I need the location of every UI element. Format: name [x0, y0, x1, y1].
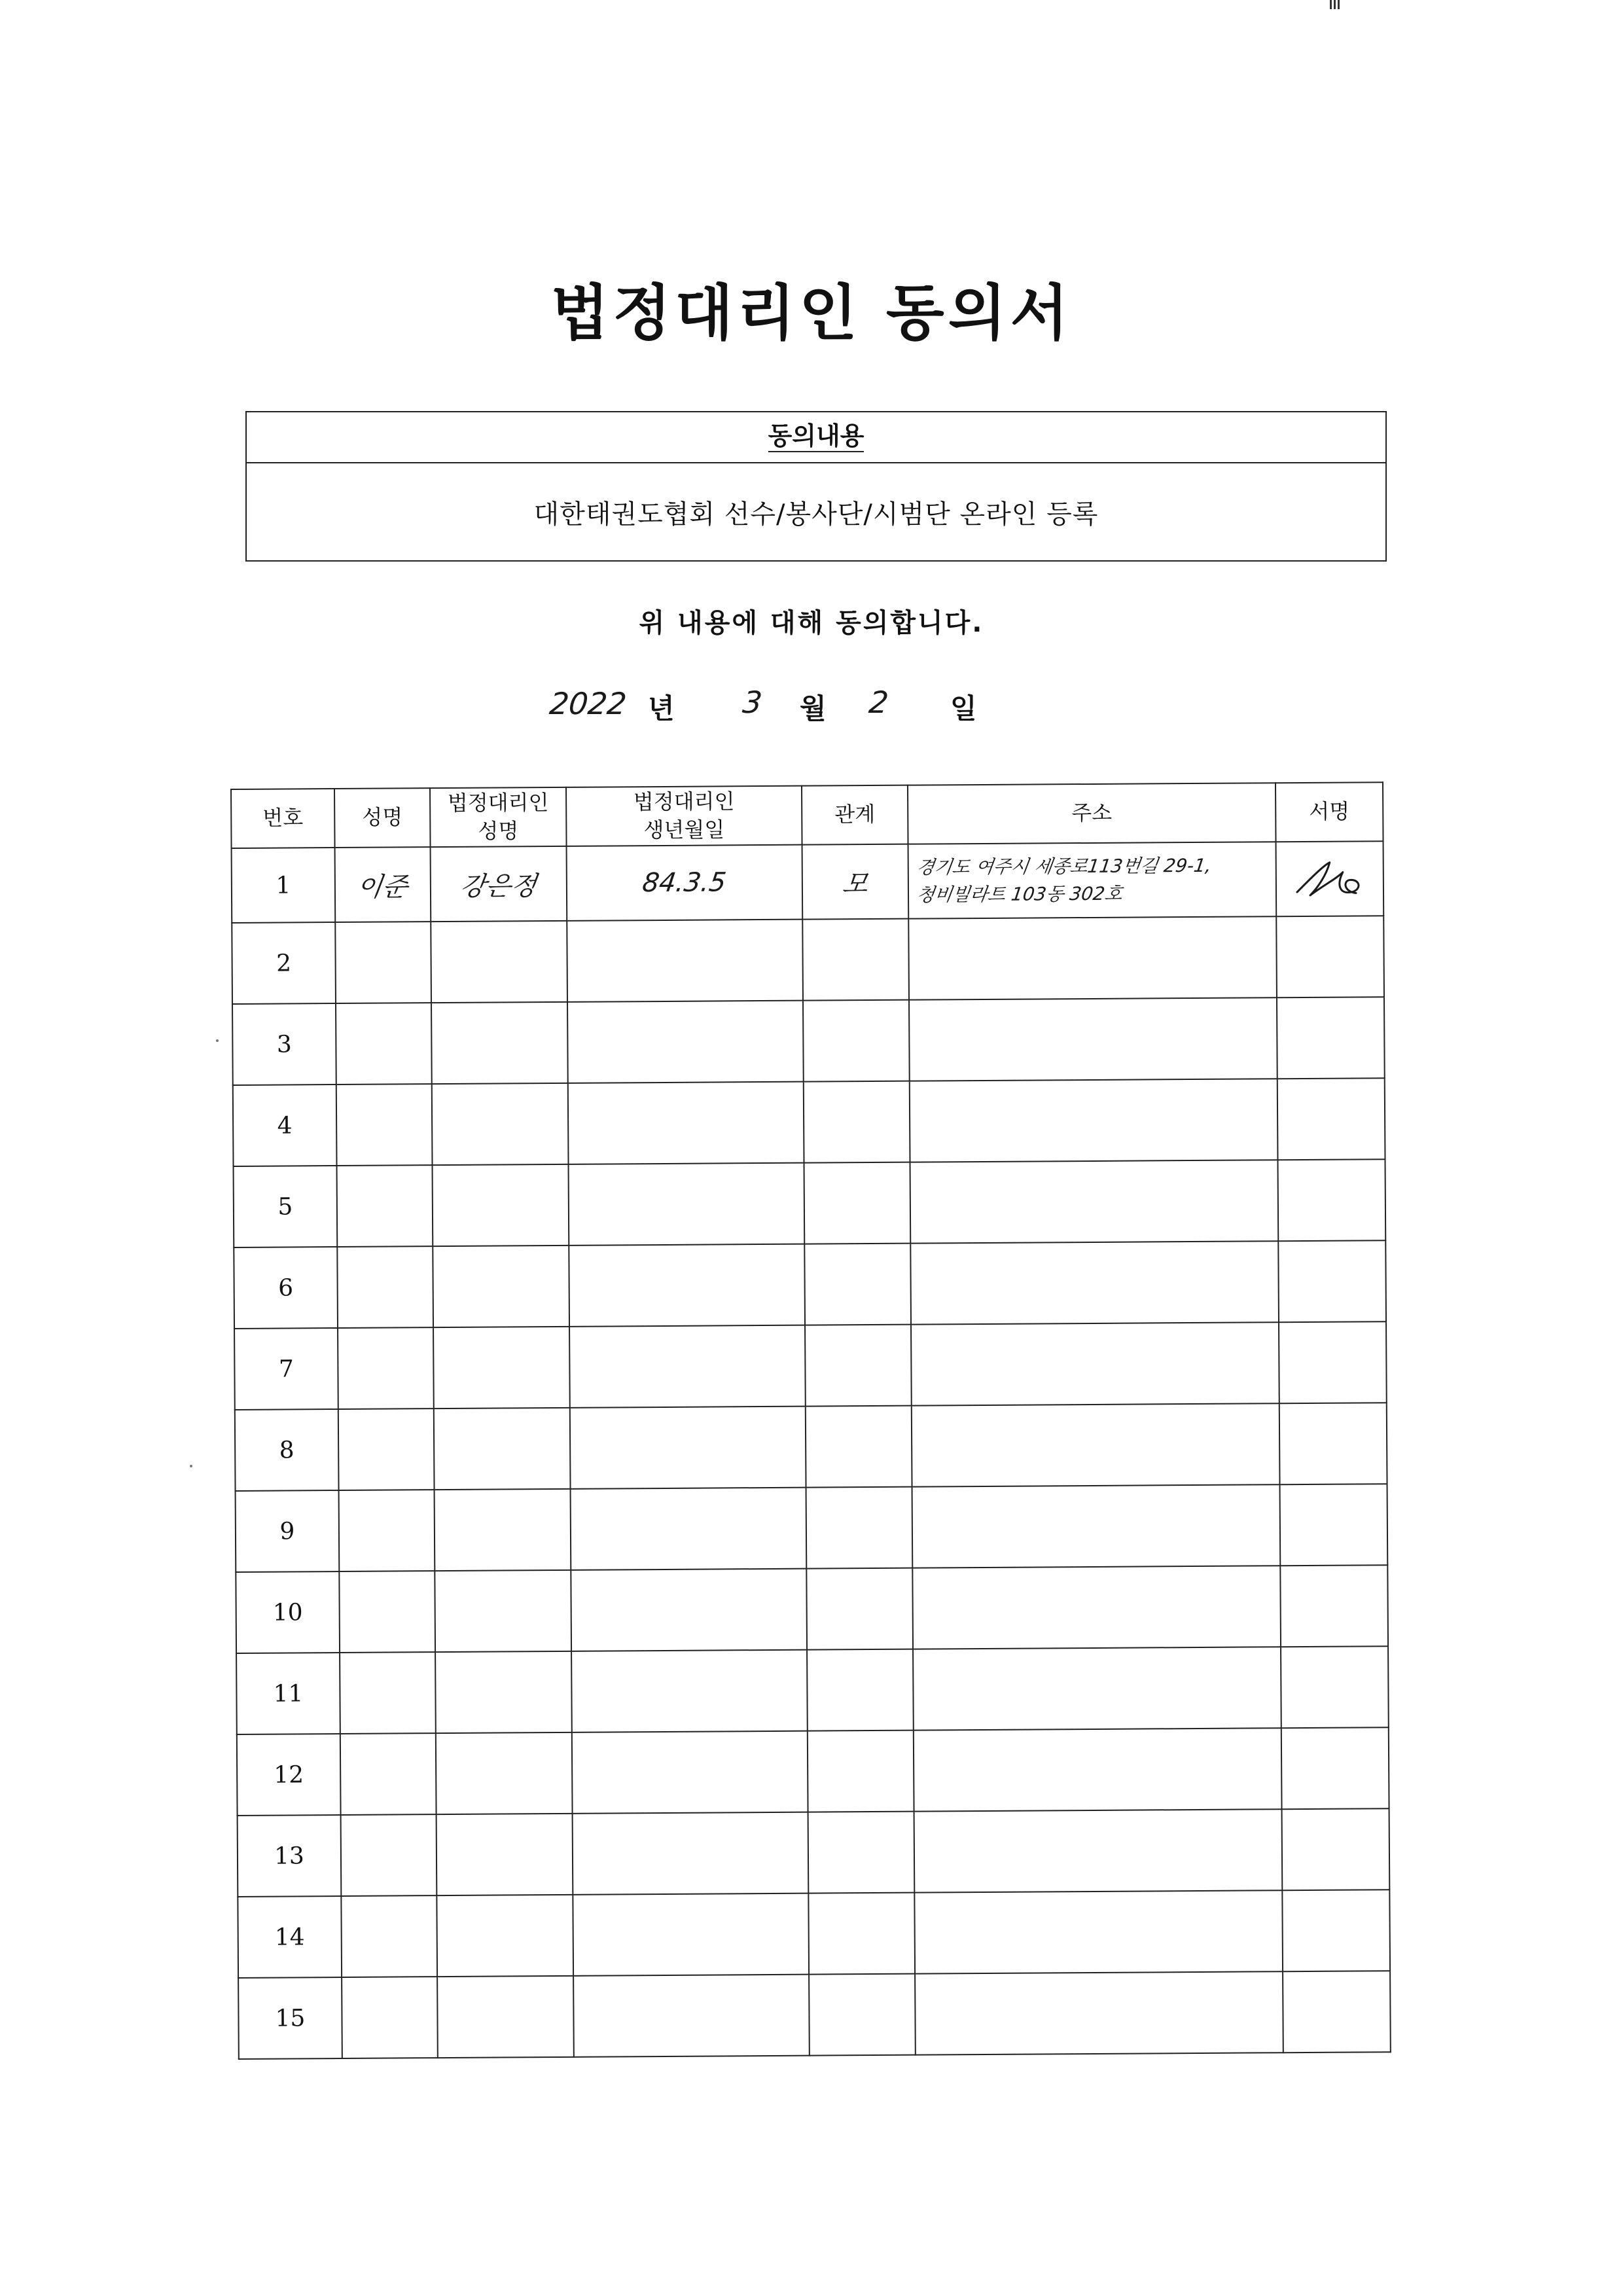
row-address [914, 1890, 1283, 1973]
row-address [913, 1647, 1281, 1730]
table-row [234, 1321, 1387, 1410]
scan-speck [190, 1465, 192, 1467]
date-day-value: 2 [867, 685, 891, 720]
row-relation [806, 1406, 912, 1488]
row-guardian-name [435, 1651, 572, 1733]
row-address [915, 1971, 1283, 2054]
row-guardian-name [436, 1732, 573, 1814]
row-guardian-birth [571, 1569, 807, 1651]
row-name [338, 1327, 434, 1409]
row-signature [1281, 1727, 1389, 1809]
row-relation [808, 1893, 915, 1975]
row-signature [1276, 916, 1384, 997]
row-address [908, 842, 1277, 918]
row-relation [804, 1244, 911, 1325]
row-guardian-name [431, 1002, 568, 1084]
consent-content-header [247, 412, 1385, 463]
row-signature [1276, 841, 1384, 916]
row-guardian-name-handwritten: 강은정 [458, 870, 539, 902]
header-name: 성명 [334, 788, 431, 848]
row-address [912, 1484, 1281, 1568]
header-address: 주소 [908, 783, 1276, 844]
row-name [336, 1084, 433, 1166]
table-row [236, 1565, 1388, 1653]
table-row [237, 1727, 1389, 1816]
date-month-value: 3 [741, 685, 764, 720]
row-guardian-birth [567, 920, 803, 1002]
row-guardian-name [431, 921, 567, 1003]
row-signature [1280, 1484, 1388, 1566]
table-row [238, 1971, 1391, 2059]
row-number: 4 [233, 1085, 337, 1166]
row-guardian-name [435, 1570, 571, 1652]
row-relation [802, 919, 909, 1001]
header-number: 번호 [231, 789, 335, 848]
guardian-table [230, 781, 1391, 2060]
table-row [236, 1484, 1388, 1572]
row-guardian-birth [573, 1812, 809, 1895]
table-row [234, 1159, 1386, 1247]
row-guardian-name [437, 1976, 574, 2058]
row-signature [1280, 1565, 1388, 1647]
row-guardian-birth [568, 1082, 804, 1164]
row-address-line1: 경기도 여주시 세종로113번길 29-1, [915, 854, 1213, 878]
row-signature [1279, 1403, 1387, 1484]
row-signature [1277, 997, 1385, 1079]
row-signature [1282, 1890, 1390, 1971]
row-number: 10 [236, 1571, 340, 1653]
row-guardian-birth [570, 1407, 806, 1489]
row-guardian-name [431, 846, 567, 922]
row-number: 2 [232, 922, 336, 1004]
row-name [338, 1408, 435, 1490]
row-address [911, 1322, 1279, 1405]
row-guardian-name [433, 1327, 570, 1408]
row-relation [802, 844, 909, 920]
row-relation-handwritten: 모 [840, 869, 870, 899]
row-address [909, 997, 1277, 1081]
row-name [336, 1003, 432, 1085]
row-guardian-name [437, 1895, 573, 1977]
table-row [238, 1890, 1390, 1978]
row-number: 13 [238, 1815, 342, 1897]
row-name [337, 1165, 433, 1247]
row-guardian-birth [567, 1001, 804, 1083]
date-year-label: 년 [648, 692, 675, 725]
row-relation [804, 1081, 910, 1163]
row-number: 9 [236, 1490, 340, 1572]
row-number: 1 [232, 848, 336, 923]
row-name [340, 1652, 436, 1734]
row-name [335, 847, 431, 922]
row-number: 6 [234, 1247, 338, 1329]
row-signature [1277, 1159, 1385, 1241]
agreement-statement: 위 내용에 대해 동의합니다. [639, 608, 984, 638]
table-row [232, 916, 1384, 1004]
row-guardian-name [437, 1814, 573, 1895]
scan-artifact [1330, 0, 1342, 9]
header-relation: 관계 [802, 785, 908, 845]
row-address [910, 1160, 1279, 1243]
row-address [910, 1241, 1279, 1324]
row-signature [1283, 1971, 1391, 2053]
row-guardian-birth [573, 1893, 809, 1976]
table-header-row [231, 782, 1383, 848]
date-day-label: 일 [950, 692, 977, 725]
table-row [232, 997, 1385, 1085]
table-row [235, 1403, 1387, 1491]
row-relation [808, 1731, 914, 1812]
row-guardian-birth [571, 1650, 808, 1732]
row-name [335, 922, 431, 1003]
row-name [342, 1977, 438, 2058]
header-signature: 서명 [1275, 782, 1383, 842]
row-guardian-birth [569, 1325, 806, 1408]
row-number: 8 [235, 1409, 339, 1491]
consent-content-header-label: 동의내용 [768, 422, 865, 452]
row-number: 3 [232, 1003, 336, 1085]
row-name [340, 1733, 437, 1815]
row-address [914, 1809, 1283, 1892]
row-guardian-name [435, 1489, 571, 1571]
row-guardian-name [433, 1246, 569, 1327]
date-year-value: 2022 [548, 686, 628, 721]
row-signature [1282, 1808, 1390, 1890]
row-number: 7 [234, 1328, 338, 1410]
row-guardian-birth [567, 845, 803, 921]
row-guardian-birth [572, 1731, 808, 1814]
row-guardian-birth [573, 1975, 810, 2057]
document-title: 법정대리인 동의서 [550, 278, 1073, 348]
row-relation [805, 1325, 912, 1407]
row-guardian-birth [569, 1163, 805, 1246]
date-line [0, 681, 1623, 733]
consent-content-box [245, 411, 1387, 562]
header-guardian-name: 법정대리인 성명 [430, 787, 567, 847]
row-address [912, 1566, 1281, 1649]
row-address [912, 1403, 1280, 1486]
row-guardian-name [433, 1164, 569, 1246]
row-name [341, 1814, 437, 1896]
row-address [908, 916, 1277, 999]
row-relation [807, 1649, 914, 1731]
consent-content-body: 대한태권도협회 선수/봉사단/시범단 온라인 등록 [533, 499, 1099, 529]
scan-speck [216, 1039, 219, 1042]
row-guardian-birth [569, 1244, 805, 1327]
row-signature [1281, 1646, 1389, 1728]
row-number: 15 [238, 1977, 342, 2059]
handwritten-signature-icon [1291, 852, 1369, 905]
row-number: 5 [234, 1166, 338, 1247]
row-relation [803, 1000, 910, 1082]
row-name [339, 1571, 435, 1653]
row-relation [808, 1812, 915, 1893]
row-signature [1277, 1078, 1385, 1160]
row-name [341, 1895, 437, 1977]
row-signature [1278, 1240, 1386, 1322]
table-row [238, 1808, 1390, 1897]
row-address-line2: 청비빌라트 103동 302호 [915, 882, 1124, 906]
row-name [337, 1246, 433, 1328]
row-name-handwritten: 이준 [355, 871, 410, 903]
date-month-label: 월 [800, 692, 827, 725]
row-address [910, 1079, 1278, 1162]
row-address [914, 1728, 1282, 1811]
row-relation [806, 1568, 913, 1650]
table-row [233, 1078, 1385, 1166]
row-relation [809, 1974, 916, 2056]
row-guardian-name [434, 1408, 571, 1490]
table-row [236, 1646, 1389, 1734]
row-guardian-name [432, 1083, 569, 1165]
row-number: 14 [238, 1896, 342, 1978]
row-guardian-birth [571, 1488, 807, 1570]
row-name [339, 1490, 435, 1571]
row-signature [1279, 1321, 1387, 1403]
table-row [232, 841, 1384, 923]
row-number: 12 [237, 1734, 341, 1816]
header-guardian-birth: 법정대리인 생년월일 [566, 786, 802, 846]
row-number: 11 [236, 1653, 340, 1734]
row-relation [804, 1162, 911, 1244]
row-guardian-birth-handwritten: 84.3.5 [641, 867, 728, 899]
table-row [234, 1240, 1386, 1329]
row-relation [806, 1487, 913, 1569]
